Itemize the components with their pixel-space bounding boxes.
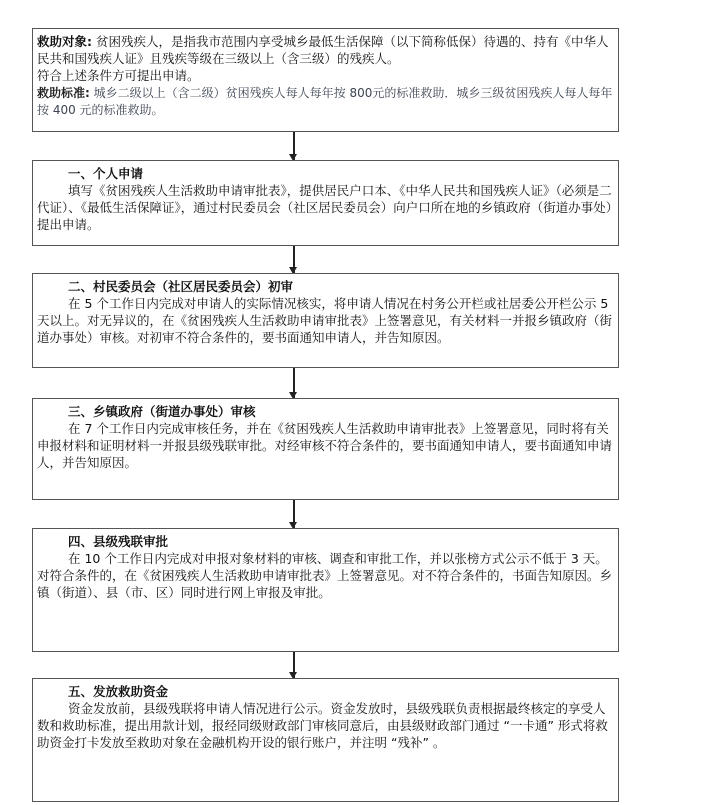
step-body: 在 10 个工作日内完成对申报对象材料的审核、调查和审批工作，并以张榜方式公示不低于 3 天。对符合条件的，在《贫困残疾人生活救助申请审批表》上签署意见。对不符合条件的，书面告知原因。乡镇（街道）、县（市、区）同时进行网上审报及审批。: [37, 551, 613, 600]
step-title: 四、县级残联审批: [68, 534, 169, 549]
flow-arrow-icon: [293, 500, 295, 528]
flow-arrow-icon: [293, 368, 295, 398]
flow-arrow-icon: [293, 652, 295, 678]
step-box-5: [32, 678, 619, 802]
step-body: 在 5 个工作日内完成对申请人的实际情况核实，将申请人情况在村务公开栏或社居委公开栏公示 5 天以上。对无异议的，在《贫困残疾人生活救助申请审批表》上签署意见，有关材料一并报乡镇政府（街道办事处）审核。对初审不符合条件的，要书面通知申请人，并告知原因。: [37, 296, 613, 345]
condition-text: 符合上述条件方可提出申请。: [37, 68, 200, 83]
standard-paragraph: [37, 85, 614, 119]
step-box-3: [32, 398, 619, 500]
target-text: 贫困残疾人，是指我市范围内享受城乡最低生活保障（以下简称低保）待遇的、持有《中华人民共和国残疾人证》且残疾等级在三级以上（含三级）的残疾人。: [37, 34, 609, 66]
step-body: 填写《贫困残疾人生活救助申请审批表》，提供居民户口本、《中华人民共和国残疾人证》（必须是二代证）、《最低生活保障证》，通过村民委员会（社区居民委员会）向户口所在地的乡镇政府（街道办事处）提出申请。: [37, 183, 613, 232]
step-body: 在 7 个工作日内完成审核任务，并在《贫困残疾人生活救助申请审批表》上签署意见，同时将有关申报材料和证明材料一并报县级残联审批。对经审核不符合条件的，要书面通知申请人，要书面通知申请人，并告知原因。: [37, 421, 613, 470]
standard-label: 救助标准:: [37, 86, 90, 100]
step-title: 三、乡镇政府（街道办事处）审核: [68, 404, 256, 419]
step-title: 一、个人申请: [68, 166, 144, 181]
step-box-1: [32, 160, 619, 246]
step-box-4: [32, 528, 619, 652]
standard-text: 城乡二级以上（含二级）贫困残疾人每人每年按 800元的标准救助．城乡三级贫困残疾人每人每年按 400 元的标准救助。: [37, 86, 613, 117]
step-box-2: [32, 273, 619, 368]
target-label: 救助对象:: [37, 34, 92, 49]
step-title: 五、发放救助资金: [68, 684, 169, 699]
step-body: 资金发放前，县级残联将申请人情况进行公示。资金发放时，县级残联负责根据最终核定的享受人数和救助标准，提出用款计划，报经同级财政部门审核同意后，由县级财政部门通过 “一卡通” 形式将救助资金打卡发放至救助对象在金融机构开设的银行账户，并注明 “残补” 。: [37, 701, 608, 750]
flow-arrow-icon: [293, 132, 295, 160]
target-paragraph: [37, 33, 614, 67]
intro-box: [32, 28, 619, 132]
flow-arrow-icon: [293, 246, 295, 273]
step-title: 二、村民委员会（社区居民委员会）初审: [68, 279, 294, 294]
